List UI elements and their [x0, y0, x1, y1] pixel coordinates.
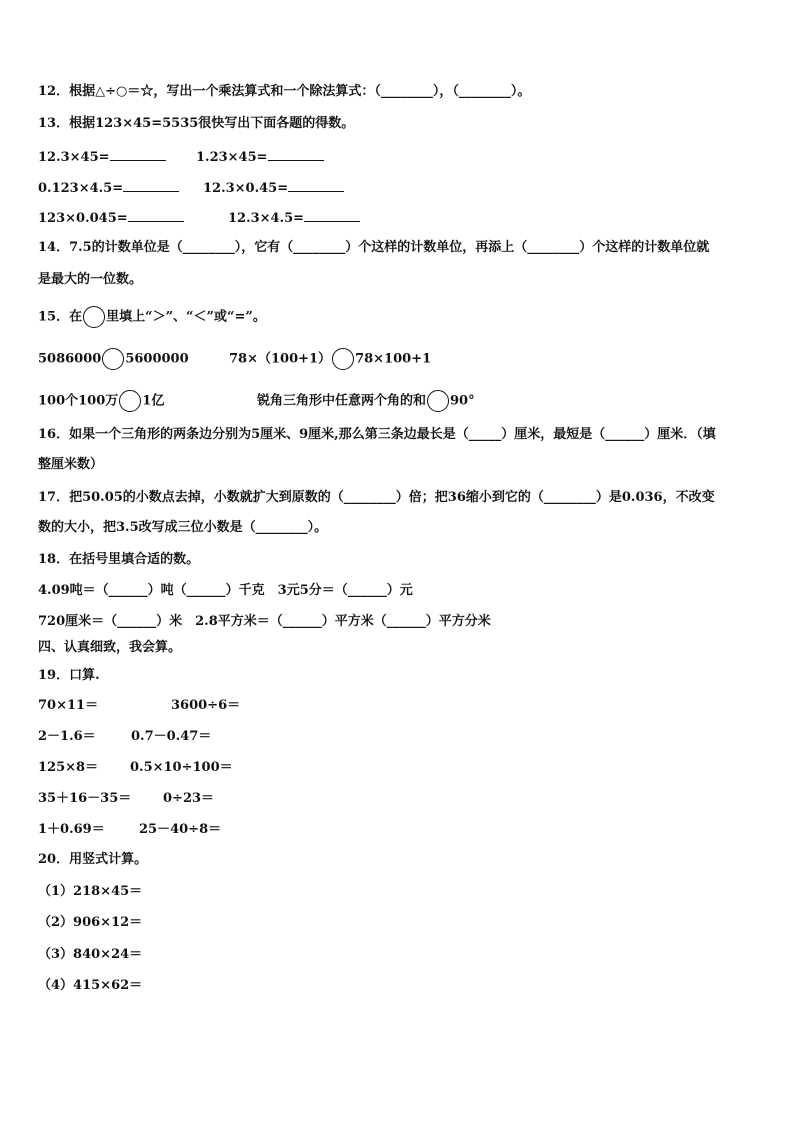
compare-item: 78×（100+1） 78×100+1 [229, 348, 431, 370]
question-14-line2: 是最大的一位数。 [38, 272, 143, 287]
compare-item: 5086000 5600000 [38, 348, 189, 370]
mental-calc-item: 1＋0.69＝ [38, 822, 105, 837]
q13-item: 0.123×4.5= [38, 179, 179, 197]
answer-blank[interactable] [128, 209, 184, 222]
q13-item: 12.3×0.45= [203, 179, 344, 197]
vertical-calc-item: （1）218×45＝ [38, 884, 143, 899]
question-18-line2: 720厘米＝（______）米 2.8平方米＝（______）平方米（______）平方分米 [38, 614, 491, 629]
question-16-line1: 16．如果一个三角形的两条边分别为5厘米、9厘米,那么第三条边最长是（_____）厘米，最短是（______）厘米．（填 [38, 427, 716, 442]
compare-circle[interactable] [332, 348, 354, 370]
question-18-line1: 4.09吨＝（______）吨（______）千克 3元5分＝（______）元 [38, 583, 413, 598]
mental-calc-item: 35＋16－35＝ [38, 791, 132, 806]
question-17-line2: 数的大小，把3.5改写成三位小数是（________）。 [38, 520, 328, 535]
compare-circle[interactable] [119, 390, 141, 412]
vertical-calc-item: （2）906×12＝ [38, 915, 143, 930]
mental-calc-item: 2－1.6＝ [38, 729, 96, 744]
vertical-calc-item: （4）415×62＝ [38, 978, 143, 993]
mental-calc-item: 0.5×10÷100＝ [130, 760, 233, 775]
compare-circle[interactable] [427, 390, 449, 412]
mental-calc-item: 125×8＝ [38, 760, 99, 775]
question-16-line2: 整厘米数） [38, 457, 104, 472]
compare-circle[interactable] [83, 306, 105, 328]
q13-item: 1.23×45= [196, 148, 324, 166]
vertical-calc-item: （3）840×24＝ [38, 947, 143, 962]
section-heading: 四、认真细致，我会算。 [38, 640, 182, 655]
question-15-title: 15．在 里填上“＞”、“＜”或“=”。 [38, 306, 266, 328]
q13-item: 12.3×45= [38, 148, 166, 166]
mental-calc-item: 0÷23＝ [163, 791, 215, 806]
q13-item: 123×0.045= [38, 209, 184, 227]
mental-calc-item: 70×11＝ [38, 698, 99, 713]
compare-circle[interactable] [102, 348, 124, 370]
answer-blank[interactable] [268, 148, 324, 161]
mental-calc-item: 25－40÷8＝ [139, 822, 222, 837]
question-20-title: 20．用竖式计算。 [38, 852, 148, 867]
q13-item: 12.3×4.5= [228, 209, 360, 227]
answer-blank[interactable] [288, 179, 344, 192]
answer-blank[interactable] [110, 148, 166, 161]
answer-blank[interactable] [304, 209, 360, 222]
question-14-line1: 14．7.5的计数单位是（________），它有（________）个这样的计数单位，再添上（________）个这样的计数单位就 [38, 240, 710, 255]
compare-item: 锐角三角形中任意两个角的和 90° [257, 390, 475, 412]
compare-item: 100个100万 1亿 [38, 390, 164, 412]
question-18-title: 18．在括号里填合适的数。 [38, 552, 200, 567]
answer-blank[interactable] [123, 179, 179, 192]
question-12: 12．根据△÷○＝☆，写出一个乘法算式和一个除法算式：（________），（________）。 [38, 84, 531, 99]
mental-calc-item: 0.7－0.47＝ [131, 729, 212, 744]
question-19-title: 19．口算. [38, 668, 100, 683]
mental-calc-item: 3600÷6＝ [171, 698, 241, 713]
question-17-line1: 17．把50.05的小数点去掉，小数就扩大到原数的（________）倍；把36缩小到它的（________）是0.036，不改变 [38, 490, 715, 505]
question-13-title: 13．根据123×45=5535很快写出下面各题的得数。 [38, 116, 355, 131]
